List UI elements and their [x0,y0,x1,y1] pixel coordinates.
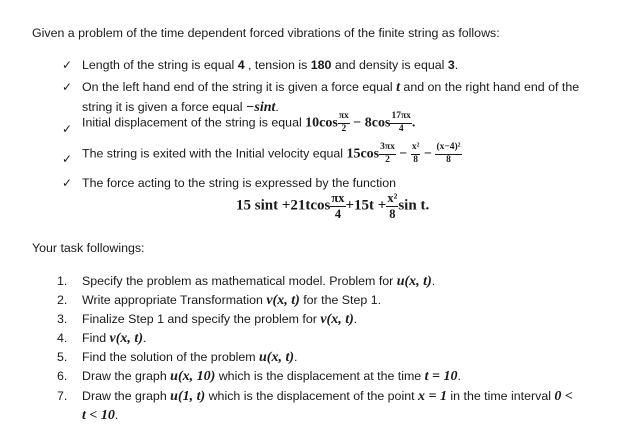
math-v-x-t: v(x, t) [320,312,354,327]
task-item-continued: t < 10. [82,408,119,423]
check-icon: ✓ [62,58,73,72]
fraction-17pix-4: $\frac{17\pi x}{4}$ [391,111,411,134]
intro-text: Given a problem of the time dependent forced vibrations of the finite string as follows: [32,26,500,40]
bullet-initial-velocity [82,143,462,165]
task-number: 6. [57,369,68,383]
math-u-1-t: u(1, t) [170,389,206,404]
task-item: Finalize Step 1 and specify the problem for v(x, t). [82,312,358,327]
force-part2: +15t + [345,197,387,214]
check-icon: ✓ [62,152,73,166]
coef-15cos: 15cos [346,146,380,162]
minus-sign: − [349,115,365,131]
task-number: 4. [57,331,68,345]
task-item: Specify the problem as mathematical model. Problem for u(x, t). [82,274,436,289]
task-item: Find v(x, t). [82,331,147,346]
bullet-text: On the left hand end of the string it is given a force equal [82,80,397,94]
math-0-lt: 0 < [554,389,573,404]
fraction-xm4sq-8: $\frac{\text{(x−4)²}}{8}$ [436,142,461,165]
coef-8cos: 8cos [364,115,391,131]
force-equation [236,192,429,220]
task-number: 1. [57,274,68,288]
math-u-x-t: u(x, t) [259,350,295,365]
right-force-math: −sint [245,100,276,115]
coef-10cos: 10cos [305,115,338,131]
bullet-text: and on the right hand end of the [399,80,580,94]
fraction-pix-4: $\frac{\pi x}{4}$ [331,191,345,221]
task-item: Draw the graph u(1, t) which is the displacement of the point x = 1 in the time interval 0 < [82,389,573,404]
bullet-text: , tension is [244,58,311,72]
task-heading: Your task followings: [32,241,145,255]
bullet-force-function: The force acting to the string is expressed by the function [82,176,397,190]
left-force-math: t [396,80,400,95]
bullet-text: . [275,100,279,114]
fraction-pix-2: $\frac{\pi x}{2}$ [338,111,349,134]
task-number: 7. [57,389,68,403]
density-value: 3 [447,58,455,72]
fraction-x2-8: $\frac{\text{x²}}{8}$ [411,142,420,165]
fraction-3pix-2: $\frac{3\pi x}{2}$ [380,142,395,165]
task-item: Draw the graph u(x, 10) which is the displacement at the time t = 10. [82,369,461,384]
force-part3: sin t [398,197,426,214]
task-number: 2. [57,293,68,307]
math-v-x-t: v(x, t) [266,293,300,308]
math-t-lt-10: t < 10 [82,408,115,423]
bullet-boundary-line1 [82,80,579,96]
check-icon: ✓ [62,122,73,136]
task-number: 3. [57,312,68,326]
bullet-text: Length of the string is equal [82,58,238,72]
bullet-text: and density is equal [331,58,448,72]
minus-sign: − [420,146,436,162]
math-u-x-10: u(x, 10) [170,369,216,384]
bullet-string-params [82,58,458,72]
math-t-10: t = 10 [424,369,458,384]
bullet-initial-displacement [82,112,415,134]
math-u-x-t: u(x, t) [396,274,432,289]
task-item: Write appropriate Transformation v(x, t) for the Step 1. [82,293,382,308]
task-number: 5. [57,350,68,364]
bullet-text: The string is exited with the Initial velocity equal [82,146,347,161]
task-item: Find the solution of the problem u(x, t). [82,350,298,365]
check-icon: ✓ [62,176,73,190]
tension-value: 180 [310,58,332,72]
math-x-1: x = 1 [417,389,447,404]
period: . [425,197,430,214]
force-part1: 15 sint +21tcos [236,197,331,214]
bullet-text: . [454,58,459,72]
period: . [411,115,416,131]
bullet-text: Initial displacement of the string is equal [82,115,306,130]
check-icon: ✓ [62,80,73,94]
math-v-x-t: v(x, t) [109,331,143,346]
length-value: 4 [237,58,245,72]
minus-sign: − [395,146,411,162]
fraction-x2-8: $\frac{\text{x²}}{8}$ [387,191,398,221]
bullet-text: string it is given a force equal [82,100,246,114]
